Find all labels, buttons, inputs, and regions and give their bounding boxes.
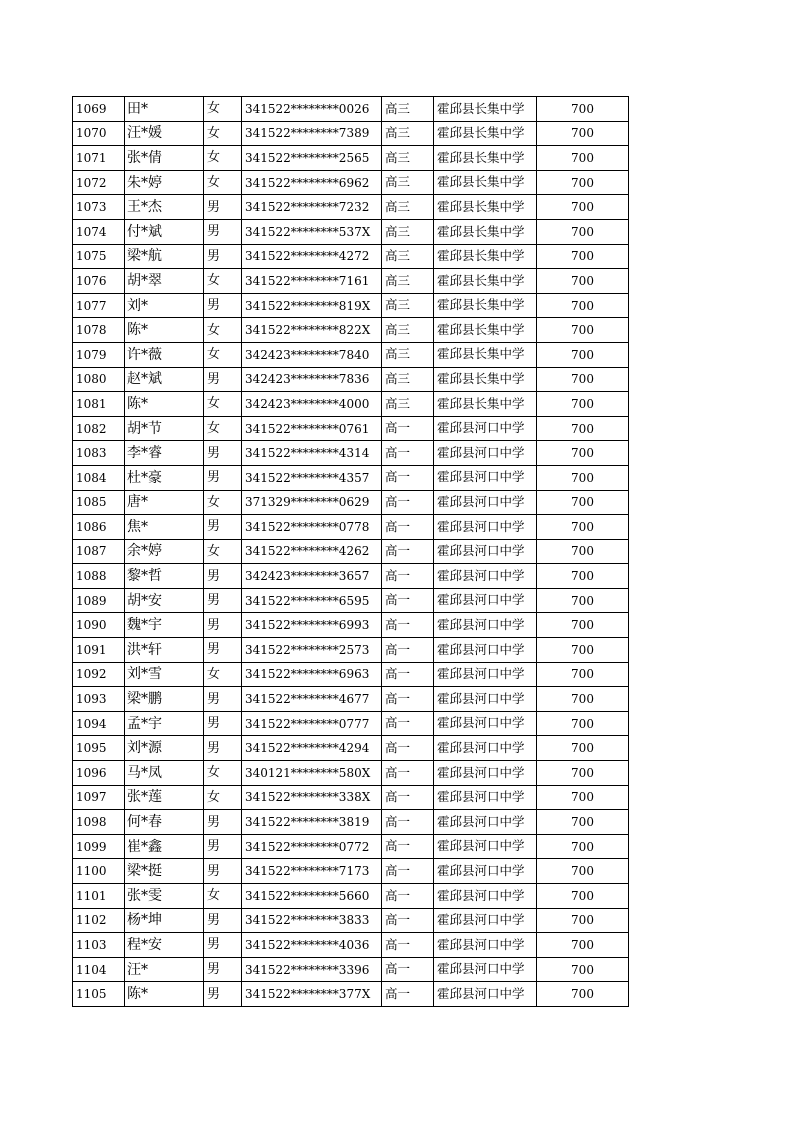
student-gender: 女 <box>204 490 242 515</box>
school-name: 霍邱县长集中学 <box>434 97 537 122</box>
student-id-number: 342423********7840 <box>242 342 382 367</box>
student-gender: 男 <box>204 219 242 244</box>
student-grade: 高一 <box>382 884 434 909</box>
student-grade: 高一 <box>382 662 434 687</box>
student-grade: 高一 <box>382 416 434 441</box>
student-gender: 女 <box>204 392 242 417</box>
school-name: 霍邱县河口中学 <box>434 859 537 884</box>
student-grade: 高三 <box>382 244 434 269</box>
subsidy-amount: 700 <box>537 613 629 638</box>
student-name: 梁*鹏 <box>125 687 204 712</box>
student-gender: 男 <box>204 834 242 859</box>
student-id-number: 341522********2573 <box>242 638 382 663</box>
student-id-number: 341522********4272 <box>242 244 382 269</box>
row-number: 1090 <box>73 613 125 638</box>
school-name: 霍邱县河口中学 <box>434 884 537 909</box>
table-row <box>73 121 629 146</box>
table-row <box>73 441 629 466</box>
student-grade: 高一 <box>382 810 434 835</box>
school-name: 霍邱县河口中学 <box>434 613 537 638</box>
table-row <box>73 539 629 564</box>
table-row <box>73 293 629 318</box>
student-id-number: 342423********7836 <box>242 367 382 392</box>
student-grade: 高一 <box>382 859 434 884</box>
subsidy-amount: 700 <box>537 342 629 367</box>
student-gender: 女 <box>204 662 242 687</box>
student-gender: 女 <box>204 785 242 810</box>
table-row <box>73 515 629 540</box>
student-id-number: 341522********0761 <box>242 416 382 441</box>
student-grade: 高一 <box>382 441 434 466</box>
row-number: 1093 <box>73 687 125 712</box>
student-id-number: 342423********4000 <box>242 392 382 417</box>
student-grade: 高三 <box>382 97 434 122</box>
table-row <box>73 933 629 958</box>
student-name: 王*杰 <box>125 195 204 220</box>
school-name: 霍邱县河口中学 <box>434 588 537 613</box>
table-row <box>73 170 629 195</box>
student-id-number: 341522********3819 <box>242 810 382 835</box>
subsidy-amount: 700 <box>537 761 629 786</box>
student-id-number: 371329********0629 <box>242 490 382 515</box>
school-name: 霍邱县长集中学 <box>434 146 537 171</box>
student-gender: 女 <box>204 539 242 564</box>
subsidy-amount: 700 <box>537 465 629 490</box>
student-grade: 高三 <box>382 269 434 294</box>
student-id-number: 341522********7232 <box>242 195 382 220</box>
student-gender: 女 <box>204 170 242 195</box>
student-grade: 高一 <box>382 908 434 933</box>
row-number: 1102 <box>73 908 125 933</box>
subsidy-amount: 700 <box>537 687 629 712</box>
student-gender: 女 <box>204 884 242 909</box>
subsidy-amount: 700 <box>537 933 629 958</box>
table-row <box>73 342 629 367</box>
student-gender: 男 <box>204 982 242 1007</box>
student-gender: 女 <box>204 269 242 294</box>
subsidy-amount: 700 <box>537 564 629 589</box>
student-grade: 高一 <box>382 638 434 663</box>
student-id-number: 341522********4677 <box>242 687 382 712</box>
student-gender: 男 <box>204 933 242 958</box>
student-gender: 男 <box>204 564 242 589</box>
subsidy-amount: 700 <box>537 318 629 343</box>
student-name: 张*雯 <box>125 884 204 909</box>
student-grade: 高三 <box>382 219 434 244</box>
table-row <box>73 859 629 884</box>
student-grade: 高一 <box>382 465 434 490</box>
row-number: 1080 <box>73 367 125 392</box>
row-number: 1101 <box>73 884 125 909</box>
student-id-number: 341522********0777 <box>242 711 382 736</box>
row-number: 1081 <box>73 392 125 417</box>
student-gender: 女 <box>204 97 242 122</box>
student-id-number: 341522********5660 <box>242 884 382 909</box>
student-grade: 高一 <box>382 957 434 982</box>
school-name: 霍邱县河口中学 <box>434 785 537 810</box>
table-row <box>73 318 629 343</box>
row-number: 1083 <box>73 441 125 466</box>
student-id-number: 341522********0026 <box>242 97 382 122</box>
student-grade: 高一 <box>382 687 434 712</box>
table-row <box>73 957 629 982</box>
subsidy-amount: 700 <box>537 293 629 318</box>
student-gender: 男 <box>204 736 242 761</box>
student-gender: 男 <box>204 588 242 613</box>
table-row <box>73 982 629 1007</box>
roster-body <box>73 97 629 1007</box>
subsidy-amount: 700 <box>537 810 629 835</box>
school-name: 霍邱县河口中学 <box>434 834 537 859</box>
table-row <box>73 810 629 835</box>
student-grade: 高一 <box>382 613 434 638</box>
row-number: 1091 <box>73 638 125 663</box>
student-name: 朱*婷 <box>125 170 204 195</box>
table-row <box>73 219 629 244</box>
subsidy-amount: 700 <box>537 539 629 564</box>
student-gender: 男 <box>204 465 242 490</box>
student-id-number: 341522********3396 <box>242 957 382 982</box>
subsidy-amount: 700 <box>537 416 629 441</box>
student-gender: 男 <box>204 810 242 835</box>
student-name: 胡*翠 <box>125 269 204 294</box>
student-grade: 高三 <box>382 367 434 392</box>
table-row <box>73 564 629 589</box>
row-number: 1074 <box>73 219 125 244</box>
school-name: 霍邱县河口中学 <box>434 539 537 564</box>
student-grade: 高一 <box>382 785 434 810</box>
subsidy-amount: 700 <box>537 982 629 1007</box>
subsidy-amount: 700 <box>537 195 629 220</box>
row-number: 1099 <box>73 834 125 859</box>
student-gender: 男 <box>204 613 242 638</box>
student-name: 胡*安 <box>125 588 204 613</box>
student-id-number: 341522********6962 <box>242 170 382 195</box>
student-name: 刘*源 <box>125 736 204 761</box>
student-name: 汪*媛 <box>125 121 204 146</box>
school-name: 霍邱县河口中学 <box>434 736 537 761</box>
student-id-number: 342423********3657 <box>242 564 382 589</box>
student-name: 刘* <box>125 293 204 318</box>
school-name: 霍邱县长集中学 <box>434 269 537 294</box>
student-name: 刘*雪 <box>125 662 204 687</box>
student-gender: 女 <box>204 121 242 146</box>
student-gender: 男 <box>204 859 242 884</box>
student-name: 杜*豪 <box>125 465 204 490</box>
table-row <box>73 711 629 736</box>
subsidy-amount: 700 <box>537 638 629 663</box>
row-number: 1097 <box>73 785 125 810</box>
roster-table <box>72 96 629 1007</box>
student-name: 李*睿 <box>125 441 204 466</box>
subsidy-amount: 700 <box>537 170 629 195</box>
school-name: 霍邱县长集中学 <box>434 244 537 269</box>
table-row <box>73 97 629 122</box>
school-name: 霍邱县长集中学 <box>434 293 537 318</box>
table-row <box>73 367 629 392</box>
student-name: 陈* <box>125 392 204 417</box>
student-grade: 高一 <box>382 711 434 736</box>
student-name: 崔*鑫 <box>125 834 204 859</box>
subsidy-amount: 700 <box>537 367 629 392</box>
school-name: 霍邱县河口中学 <box>434 564 537 589</box>
row-number: 1075 <box>73 244 125 269</box>
student-grade: 高三 <box>382 121 434 146</box>
school-name: 霍邱县河口中学 <box>434 490 537 515</box>
school-name: 霍邱县长集中学 <box>434 195 537 220</box>
school-name: 霍邱县河口中学 <box>434 662 537 687</box>
student-id-number: 341522********0778 <box>242 515 382 540</box>
subsidy-amount: 700 <box>537 392 629 417</box>
school-name: 霍邱县长集中学 <box>434 367 537 392</box>
student-id-number: 341522********0772 <box>242 834 382 859</box>
student-grade: 高一 <box>382 490 434 515</box>
student-name: 赵*斌 <box>125 367 204 392</box>
school-name: 霍邱县长集中学 <box>434 219 537 244</box>
student-gender: 男 <box>204 638 242 663</box>
student-gender: 男 <box>204 687 242 712</box>
row-number: 1087 <box>73 539 125 564</box>
school-name: 霍邱县河口中学 <box>434 515 537 540</box>
row-number: 1085 <box>73 490 125 515</box>
student-grade: 高一 <box>382 982 434 1007</box>
table-row <box>73 884 629 909</box>
student-gender: 男 <box>204 957 242 982</box>
student-grade: 高一 <box>382 539 434 564</box>
subsidy-amount: 700 <box>537 662 629 687</box>
table-row <box>73 785 629 810</box>
row-number: 1094 <box>73 711 125 736</box>
table-row <box>73 588 629 613</box>
subsidy-amount: 700 <box>537 711 629 736</box>
table-row <box>73 195 629 220</box>
subsidy-amount: 700 <box>537 515 629 540</box>
row-number: 1071 <box>73 146 125 171</box>
table-row <box>73 834 629 859</box>
student-gender: 男 <box>204 244 242 269</box>
table-row <box>73 269 629 294</box>
student-grade: 高三 <box>382 392 434 417</box>
school-name: 霍邱县长集中学 <box>434 170 537 195</box>
school-name: 霍邱县长集中学 <box>434 342 537 367</box>
student-id-number: 341522********4262 <box>242 539 382 564</box>
subsidy-amount: 700 <box>537 441 629 466</box>
row-number: 1076 <box>73 269 125 294</box>
school-name: 霍邱县河口中学 <box>434 687 537 712</box>
row-number: 1104 <box>73 957 125 982</box>
subsidy-amount: 700 <box>537 588 629 613</box>
row-number: 1070 <box>73 121 125 146</box>
school-name: 霍邱县长集中学 <box>434 392 537 417</box>
student-id-number: 340121********580X <box>242 761 382 786</box>
student-id-number: 341522********6993 <box>242 613 382 638</box>
table-row <box>73 613 629 638</box>
student-name: 余*婷 <box>125 539 204 564</box>
student-gender: 男 <box>204 441 242 466</box>
student-name: 陈* <box>125 982 204 1007</box>
student-name: 张*倩 <box>125 146 204 171</box>
subsidy-amount: 700 <box>537 908 629 933</box>
school-name: 霍邱县河口中学 <box>434 465 537 490</box>
student-id-number: 341522********7389 <box>242 121 382 146</box>
student-name: 梁*挺 <box>125 859 204 884</box>
student-name: 许*薇 <box>125 342 204 367</box>
student-id-number: 341522********3833 <box>242 908 382 933</box>
student-name: 程*安 <box>125 933 204 958</box>
school-name: 霍邱县河口中学 <box>434 810 537 835</box>
table-row <box>73 146 629 171</box>
student-name: 付*斌 <box>125 219 204 244</box>
student-id-number: 341522********4314 <box>242 441 382 466</box>
row-number: 1103 <box>73 933 125 958</box>
student-gender: 男 <box>204 293 242 318</box>
student-gender: 女 <box>204 416 242 441</box>
subsidy-amount: 700 <box>537 957 629 982</box>
subsidy-amount: 700 <box>537 97 629 122</box>
row-number: 1069 <box>73 97 125 122</box>
subsidy-amount: 700 <box>537 121 629 146</box>
student-name: 陈* <box>125 318 204 343</box>
subsidy-amount: 700 <box>537 219 629 244</box>
subsidy-amount: 700 <box>537 146 629 171</box>
student-id-number: 341522********4036 <box>242 933 382 958</box>
student-grade: 高三 <box>382 170 434 195</box>
table-row <box>73 687 629 712</box>
student-gender: 女 <box>204 342 242 367</box>
student-name: 田* <box>125 97 204 122</box>
subsidy-amount: 700 <box>537 736 629 761</box>
student-id-number: 341522********819X <box>242 293 382 318</box>
student-grade: 高三 <box>382 195 434 220</box>
student-gender: 男 <box>204 908 242 933</box>
row-number: 1078 <box>73 318 125 343</box>
student-id-number: 341522********4294 <box>242 736 382 761</box>
row-number: 1095 <box>73 736 125 761</box>
row-number: 1082 <box>73 416 125 441</box>
student-gender: 男 <box>204 195 242 220</box>
subsidy-amount: 700 <box>537 269 629 294</box>
student-name: 洪*轩 <box>125 638 204 663</box>
school-name: 霍邱县河口中学 <box>434 441 537 466</box>
table-row <box>73 465 629 490</box>
school-name: 霍邱县长集中学 <box>434 318 537 343</box>
row-number: 1105 <box>73 982 125 1007</box>
student-name: 梁*航 <box>125 244 204 269</box>
student-name: 杨*坤 <box>125 908 204 933</box>
student-grade: 高三 <box>382 146 434 171</box>
subsidy-amount: 700 <box>537 490 629 515</box>
student-name: 汪* <box>125 957 204 982</box>
row-number: 1073 <box>73 195 125 220</box>
student-id-number: 341522********6595 <box>242 588 382 613</box>
student-id-number: 341522********6963 <box>242 662 382 687</box>
row-number: 1079 <box>73 342 125 367</box>
student-grade: 高一 <box>382 736 434 761</box>
table-row <box>73 736 629 761</box>
student-id-number: 341522********7161 <box>242 269 382 294</box>
student-id-number: 341522********822X <box>242 318 382 343</box>
student-grade: 高三 <box>382 293 434 318</box>
row-number: 1096 <box>73 761 125 786</box>
student-gender: 男 <box>204 711 242 736</box>
subsidy-amount: 700 <box>537 884 629 909</box>
student-grade: 高一 <box>382 588 434 613</box>
student-id-number: 341522********338X <box>242 785 382 810</box>
school-name: 霍邱县河口中学 <box>434 982 537 1007</box>
school-name: 霍邱县河口中学 <box>434 711 537 736</box>
student-name: 魏*宇 <box>125 613 204 638</box>
row-number: 1098 <box>73 810 125 835</box>
school-name: 霍邱县河口中学 <box>434 416 537 441</box>
student-grade: 高三 <box>382 342 434 367</box>
table-row <box>73 490 629 515</box>
student-grade: 高一 <box>382 515 434 540</box>
school-name: 霍邱县长集中学 <box>434 121 537 146</box>
subsidy-amount: 700 <box>537 834 629 859</box>
table-row <box>73 392 629 417</box>
student-grade: 高一 <box>382 761 434 786</box>
student-id-number: 341522********2565 <box>242 146 382 171</box>
school-name: 霍邱县河口中学 <box>434 908 537 933</box>
school-name: 霍邱县河口中学 <box>434 638 537 663</box>
student-grade: 高一 <box>382 933 434 958</box>
student-gender: 女 <box>204 761 242 786</box>
student-name: 何*春 <box>125 810 204 835</box>
student-gender: 男 <box>204 367 242 392</box>
subsidy-amount: 700 <box>537 244 629 269</box>
subsidy-amount: 700 <box>537 785 629 810</box>
table-row <box>73 244 629 269</box>
subsidy-amount: 700 <box>537 859 629 884</box>
student-name: 张*莲 <box>125 785 204 810</box>
row-number: 1089 <box>73 588 125 613</box>
student-grade: 高一 <box>382 834 434 859</box>
student-name: 马*凤 <box>125 761 204 786</box>
table-row <box>73 908 629 933</box>
student-gender: 女 <box>204 146 242 171</box>
table-row <box>73 662 629 687</box>
school-name: 霍邱县河口中学 <box>434 933 537 958</box>
row-number: 1088 <box>73 564 125 589</box>
student-name: 黎*哲 <box>125 564 204 589</box>
student-grade: 高一 <box>382 564 434 589</box>
row-number: 1077 <box>73 293 125 318</box>
student-name: 胡*节 <box>125 416 204 441</box>
student-gender: 男 <box>204 515 242 540</box>
student-id-number: 341522********537X <box>242 219 382 244</box>
student-grade: 高三 <box>382 318 434 343</box>
school-name: 霍邱县河口中学 <box>434 761 537 786</box>
row-number: 1086 <box>73 515 125 540</box>
student-id-number: 341522********377X <box>242 982 382 1007</box>
table-row <box>73 416 629 441</box>
school-name: 霍邱县河口中学 <box>434 957 537 982</box>
table-row <box>73 638 629 663</box>
student-name: 焦* <box>125 515 204 540</box>
table-row <box>73 761 629 786</box>
student-name: 唐* <box>125 490 204 515</box>
student-name: 孟*宇 <box>125 711 204 736</box>
student-id-number: 341522********7173 <box>242 859 382 884</box>
row-number: 1100 <box>73 859 125 884</box>
row-number: 1084 <box>73 465 125 490</box>
row-number: 1092 <box>73 662 125 687</box>
student-id-number: 341522********4357 <box>242 465 382 490</box>
student-gender: 女 <box>204 318 242 343</box>
row-number: 1072 <box>73 170 125 195</box>
